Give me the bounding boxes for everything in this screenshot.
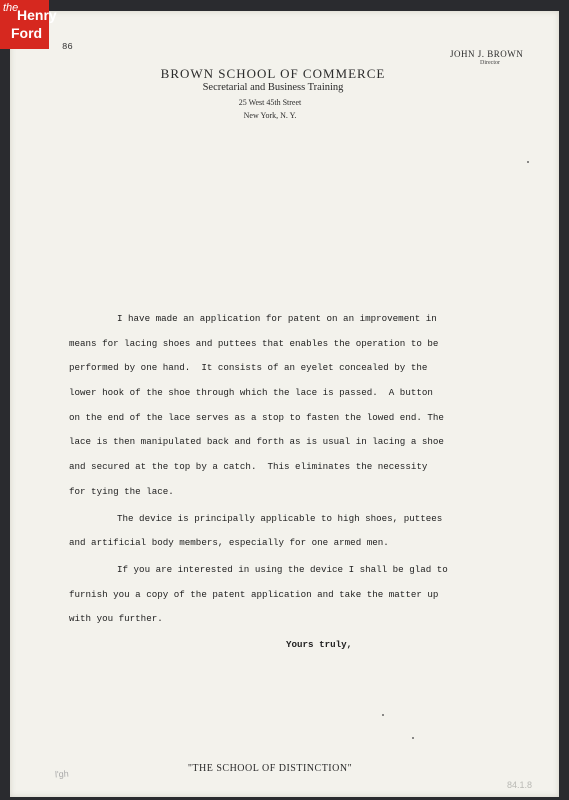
henry-ford-logo: the Henry Ford — [0, 0, 49, 49]
paper-speck — [412, 737, 414, 739]
letterhead-subtitle: Secretarial and Business Training — [202, 82, 344, 93]
body-line: The device is principally applicable to high shoes, puttees — [117, 512, 443, 524]
letterhead-address-street: 25 West 45th Street — [238, 98, 302, 107]
archive-reference: 84.1.8 — [507, 780, 533, 790]
letterhead-address-city: New York, N. Y. — [243, 111, 297, 120]
paper-speck — [527, 161, 529, 163]
body-line: lace is then manipulated back and forth as is usual in lacing a shoe — [69, 436, 444, 448]
letterhead-motto: "THE SCHOOL OF DISTINCTION" — [187, 763, 353, 774]
letter-page — [10, 11, 559, 797]
body-line: I have made an application for patent on an improvement in — [117, 313, 437, 324]
body-line: and secured at the top by a catch. This eliminates the necessity — [69, 461, 428, 473]
body-line: means for lacing shoes and puttees that enables the operation to be — [69, 337, 439, 349]
letter-body — [69, 313, 469, 638]
body-line: and artificial body members, especially for one armed men. — [69, 537, 389, 549]
body-line: furnish you a copy of the patent application and take the matter up — [69, 588, 439, 600]
director-title: Director — [480, 60, 500, 66]
body-line: with you further. — [69, 613, 163, 625]
body-line: If you are interested in using the device I shall be glad to — [117, 563, 448, 575]
paper-speck — [382, 714, 384, 716]
letterhead-title: BROWN SCHOOL OF COMMERCE — [160, 66, 386, 81]
page-number: 86 — [62, 42, 73, 52]
body-line: for tying the lace. — [69, 485, 174, 497]
pencil-note: l'gh — [54, 768, 70, 780]
body-line: performed by one hand. It consists of an eyelet concealed by the — [69, 362, 428, 374]
director-name: JOHN J. BROWN — [450, 49, 524, 59]
body-line: lower hook of the shoe through which the lace is passed. A button — [69, 387, 433, 399]
closing-salutation: Yours truly, — [286, 639, 353, 650]
body-line: on the end of the lace serves as a stop to fasten the lowed end. The — [69, 411, 444, 423]
